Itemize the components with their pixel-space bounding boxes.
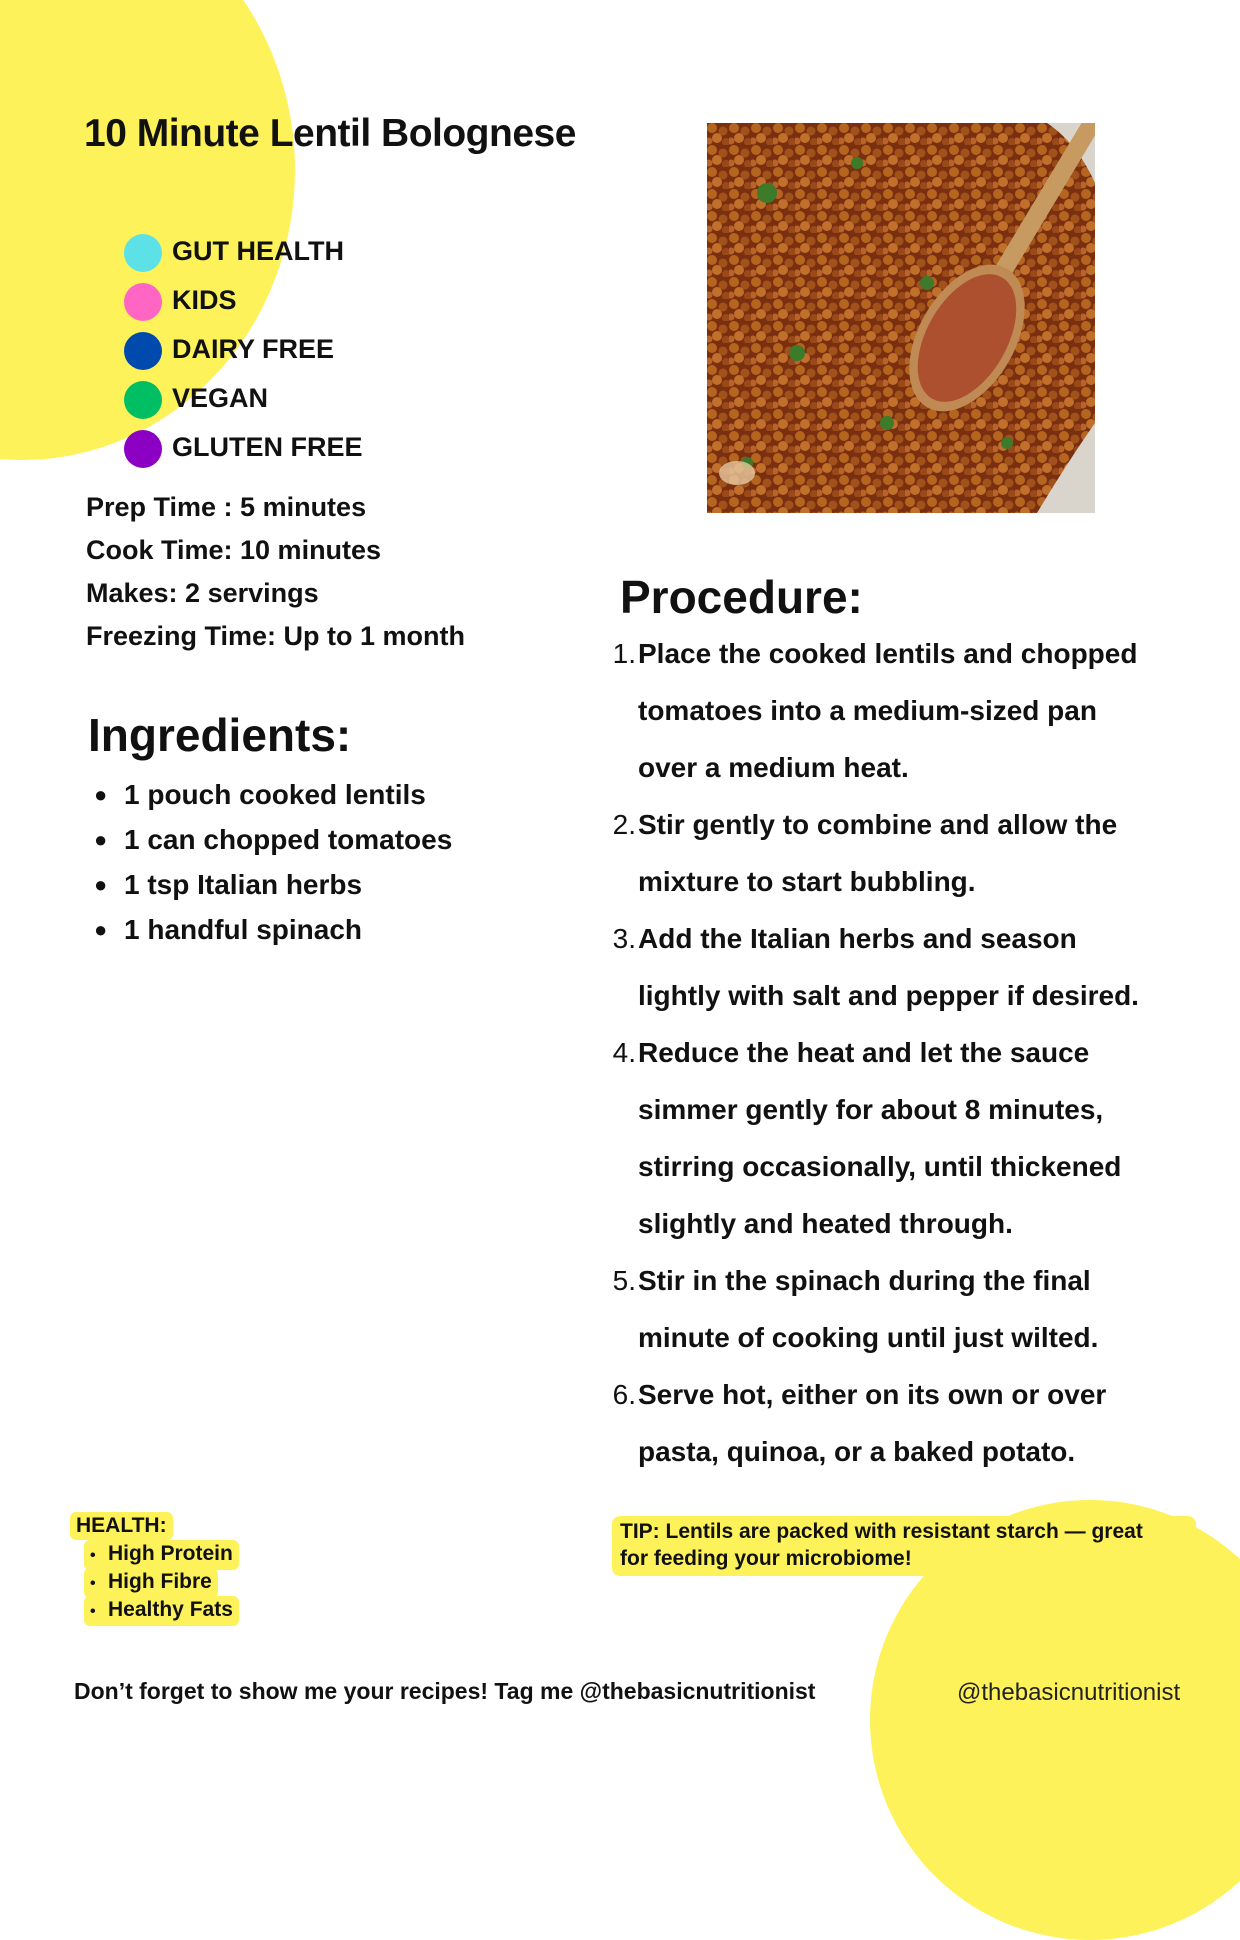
- tag-label: KIDS: [172, 285, 237, 315]
- health-item-text: High Fibre: [108, 1570, 212, 1593]
- photo-illustration: [707, 123, 1095, 513]
- step-text: slightly and heated through.: [638, 1208, 1013, 1239]
- step-text: over a medium heat.: [638, 752, 909, 783]
- step-number: 3.: [612, 923, 636, 954]
- lentil-bolognese-photo: [707, 123, 1095, 513]
- step-text: Stir gently to combine and allow the: [638, 809, 1118, 840]
- step-text: Add the Italian herbs and season: [638, 923, 1077, 954]
- ingredient-text: 1 tsp Italian herbs: [124, 869, 363, 900]
- step-text: mixture to start bubbling.: [638, 866, 976, 897]
- ingredients-heading: Ingredients:: [88, 709, 352, 761]
- tag-label: GUT HEALTH: [172, 236, 344, 266]
- ingredient-text: 1 can chopped tomatoes: [124, 824, 453, 855]
- footer-cta: Don’t forget to show me your recipes! Tag me @thebasicnutritionist: [74, 1678, 816, 1704]
- step-text: Serve hot, either on its own or over: [638, 1379, 1107, 1410]
- bullet-icon: ●: [94, 827, 108, 852]
- tip-line-1: TIP: Lentils are packed with resistant starch — great: [620, 1520, 1143, 1543]
- ingredient-item: [88, 907, 452, 952]
- ingredient-item: [88, 862, 452, 907]
- procedure-step-1-cont: [606, 739, 1206, 796]
- step-text: Place the cooked lentils and chopped: [638, 638, 1138, 669]
- procedure-step-4-cont: [606, 1195, 1206, 1252]
- footer-handle: @thebasicnutritionist: [957, 1679, 1181, 1706]
- procedure-step-3: [606, 910, 1206, 967]
- procedure-step-2: [606, 796, 1206, 853]
- tip-callout: [612, 1516, 1196, 1576]
- servings: Makes: 2 servings: [86, 578, 319, 608]
- ingredient-item: [88, 817, 452, 862]
- procedure-step-1: [606, 625, 1206, 682]
- bullet-icon: •: [90, 1547, 96, 1564]
- procedure-step-4-cont: [606, 1081, 1206, 1138]
- step-number: 4.: [612, 1037, 636, 1068]
- health-heading: HEALTH:: [70, 1512, 173, 1540]
- ingredient-item: [88, 772, 452, 817]
- recipe-meta: [86, 486, 465, 658]
- bullet-icon: ●: [94, 872, 108, 897]
- step-text: pasta, quinoa, or a baked potato.: [638, 1436, 1076, 1467]
- ingredient-text: 1 pouch cooked lentils: [124, 779, 426, 810]
- procedure-heading: Procedure:: [620, 571, 863, 623]
- step-number: 5.: [612, 1265, 636, 1296]
- recipe-title: 10 Minute Lentil Bolognese: [84, 112, 576, 155]
- health-item: [84, 1540, 239, 1570]
- freezing-time: Freezing Time: Up to 1 month: [86, 621, 466, 651]
- tag-dot: [124, 332, 162, 370]
- step-text: Stir in the spinach during the final: [638, 1265, 1091, 1296]
- step-text: simmer gently for about 8 minutes,: [638, 1094, 1104, 1125]
- health-item: [84, 1568, 218, 1598]
- procedure-step-4: [606, 1024, 1206, 1081]
- prep-time: Prep Time : 5 minutes: [86, 492, 367, 522]
- tag-label: GLUTEN FREE: [172, 432, 363, 462]
- health-item: [84, 1596, 239, 1626]
- tag-label: VEGAN: [172, 383, 269, 413]
- procedure-step-3-cont: [606, 967, 1206, 1024]
- tag-dot: [124, 283, 162, 321]
- bullet-icon: •: [90, 1575, 96, 1592]
- tip-line-2: for feeding your microbiome!: [620, 1547, 912, 1570]
- bullet-icon: ●: [94, 917, 108, 942]
- tag-label: DAIRY FREE: [172, 334, 335, 364]
- tag-dot: [124, 381, 162, 419]
- ingredients-list: [88, 772, 452, 952]
- procedure-step-6: [606, 1366, 1206, 1423]
- cook-time: Cook Time: 10 minutes: [86, 535, 382, 565]
- procedure-step-4-cont: [606, 1138, 1206, 1195]
- bullet-icon: ●: [94, 782, 108, 807]
- tag-dot: [124, 234, 162, 272]
- procedure-step-5: [606, 1252, 1206, 1309]
- step-text: tomatoes into a medium-sized pan: [638, 695, 1097, 726]
- step-number: 1.: [612, 638, 636, 669]
- procedure-list: [606, 625, 1206, 1480]
- procedure-step-2-cont: [606, 853, 1206, 910]
- procedure-step-1-cont: [606, 682, 1206, 739]
- bullet-icon: •: [90, 1603, 96, 1620]
- ingredient-text: 1 handful spinach: [124, 914, 363, 945]
- step-text: lightly with salt and pepper if desired.: [638, 980, 1139, 1011]
- step-text: Reduce the heat and let the sauce: [638, 1037, 1090, 1068]
- tag-dot: [124, 430, 162, 468]
- step-text: stirring occasionally, until thickened: [638, 1151, 1122, 1182]
- step-number: 6.: [612, 1379, 636, 1410]
- procedure-step-6-cont: [606, 1423, 1206, 1480]
- step-text: minute of cooking until just wilted.: [638, 1322, 1099, 1353]
- health-item-text: Healthy Fats: [108, 1598, 233, 1621]
- procedure-step-5-cont: [606, 1309, 1206, 1366]
- step-number: 2.: [612, 809, 636, 840]
- health-item-text: High Protein: [108, 1542, 233, 1565]
